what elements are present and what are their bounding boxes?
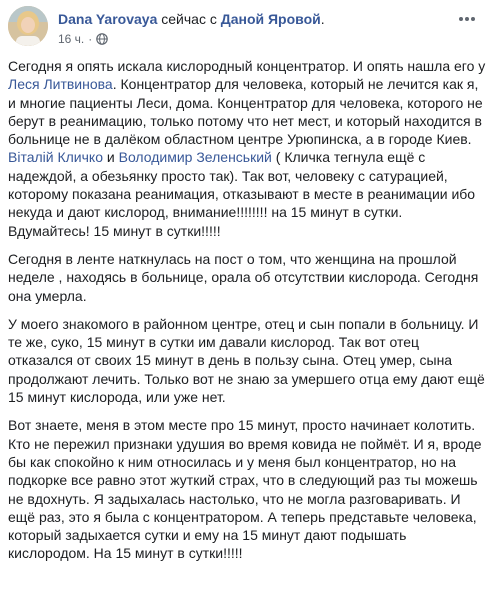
more-options-icon[interactable] [456,12,478,26]
avatar[interactable] [8,6,48,46]
globe-icon[interactable] [96,33,108,45]
meta-separator: · [88,32,93,46]
paragraph-1 [8,57,486,240]
post-header [8,6,482,56]
post-meta [58,31,108,47]
author-line [58,10,325,28]
mention-volodymyr-zelenskyi[interactable]: Володимир Зеленський [118,149,272,166]
with-period: . [320,11,325,27]
tagged-person-link[interactable]: Даной Яровой [220,11,321,27]
paragraph-3: У моего знакомого в районном центре, отец и сын попали в больницу. И те же, суко, 15 минут в сутки им давали кислород. Так вот отец отказался от своих 15 минут в день в пользу сына. Отец умер, сына продолжают лечить. Только вот не знаю за умершего отца ему дают ещё 15 минут кислорода, или уже нет. [8,315,485,406]
author-name-link[interactable]: Dana Yarovaya [58,11,158,27]
p1-text-4: ( Кличка тегнула ещё с надеждой, а обезьянку просто так). Так вот, человеку с сатурацией, которому показана реанимация, отказывают в месте в реанимации ибо некуда и дают кислород, внимание!!!!!!!! на 15 минут в сутки. Вдумайтесь! 15 минут в сутки!!!!! [8,149,476,239]
mention-vitaliy-klychko[interactable]: Віталій Кличко [8,149,103,166]
mention-lesya-litvinova[interactable]: Леся Литвинова [8,76,113,93]
p1-text-3: и [103,149,119,166]
with-text: сейчас с [161,11,217,27]
paragraph-4: Вот знаете, меня в этом месте про 15 минут, просто начинает колотить. Кто не пережил признаки удушия во время ковида не поймёт. И я, вроде бы как спокойно к ним относилась и у меня был концентратор, но на подкорке все равно этот жуткий страх, что в следующий раз ты можешь не вдохнуть. Я задыхалась настолько, что не могла разговаривать. И ещё раз, это я была с концентратором. А теперь представьте человека, который задыхается сутки и ему на 15 минут дают подышать кислородом. На 15 минут в сутки!!!!! [8,417,482,562]
paragraph-2: Сегодня в ленте наткнулась на пост о том, что женщина на прошлой неделе , находясь в больнице, орала об отсутствии кислорода. Сегодня она умерла. [8,250,479,304]
p1-text-1: Сегодня я опять искала кислородный концентратор. И опять нашла его у [8,58,486,74]
post-timestamp[interactable]: 16 ч. [58,32,85,46]
avatar-image [8,6,48,46]
post-content [8,57,486,573]
p1-text-2: . Концентратор для человека, который не лечится как я, и многие пациенты Леси, дома. Концентратор для человека, которого не берут в реанимацию, только потому что нет мест, и который находится в больнице не в далёком областном центре Урюпинска, а в городе Киев. [8,76,483,148]
